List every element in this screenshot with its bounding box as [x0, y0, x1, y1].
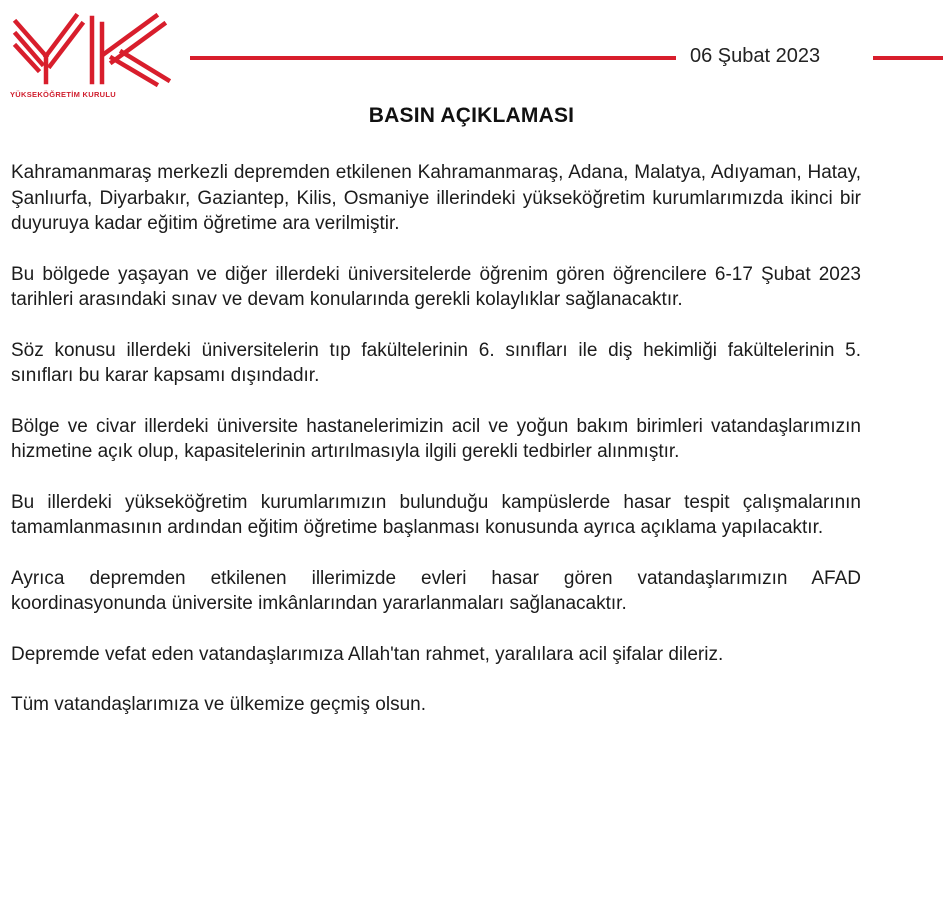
- paragraph-6: Ayrıca depremden etkilenen illerimizde evleri hasar gören vatandaşlarımızın AFAD koordinasyonunda üniversite imkânlarından yararlanmaları sağlanacaktır.: [11, 567, 861, 614]
- header-rule-left: [190, 56, 676, 60]
- paragraph-5: Bu illerdeki yükseköğretim kurumlarımızın bulunduğu kampüslerde hasar tespit çalışmalarının tamamlanmasının ardından eğitim öğretime başlanması konusunda ayrıca açıklama yapılacaktır.: [11, 491, 861, 538]
- yok-logo-mark: [6, 8, 176, 88]
- press-date: 06 Şubat 2023: [690, 45, 821, 67]
- paragraph-1: Kahramanmaraş merkezli depremden etkilenen Kahramanmaraş, Adana, Malatya, Adıyaman, Hatay, Şanlıurfa, Diyarbakır, Gaziantep, Kilis, Osmaniye illerindeki yükseköğretim kurumlarımızda ikinci bir duyuruya kadar eğitim öğretime ara verilmiştir.: [11, 162, 861, 234]
- header-rule-right: [873, 56, 943, 60]
- letterhead: [0, 0, 943, 100]
- yok-logo: [6, 8, 181, 100]
- page-title: BASIN AÇIKLAMASI: [368, 104, 575, 127]
- logo-caption: YÜKSEKÖĞRETİM KURULU: [10, 90, 117, 99]
- paragraph-7: Depremde vefat eden vatandaşlarımıza Allah'tan rahmet, yaralılara acil şifalar dileriz.: [11, 643, 724, 665]
- paragraph-2: Bu bölgede yaşayan ve diğer illerdeki üniversitelerde öğrenim gören öğrencilere 6-17 Şubat 2023 tarihleri arasındaki sınav ve devam konularında gerekli kolaylıklar sağlanacaktır.: [11, 263, 861, 310]
- paragraph-4: Bölge ve civar illerdeki üniversite hastanelerimizin acil ve yoğun bakım birimleri vatandaşlarımızın hizmetine açık olup, kapasitelerinin artırılmasıyla ilgili gerekli tedbirler alınmıştır.: [11, 415, 861, 462]
- statement-body: [11, 160, 861, 743]
- paragraph-8: Tüm vatandaşlarımıza ve ülkemize geçmiş olsun.: [11, 694, 426, 715]
- paragraph-3: Söz konusu illerdeki üniversitelerin tıp fakültelerinin 6. sınıfları ile diş hekimliği fakültelerinin 5. sınıfları bu karar kapsamı dışındadır.: [11, 339, 861, 386]
